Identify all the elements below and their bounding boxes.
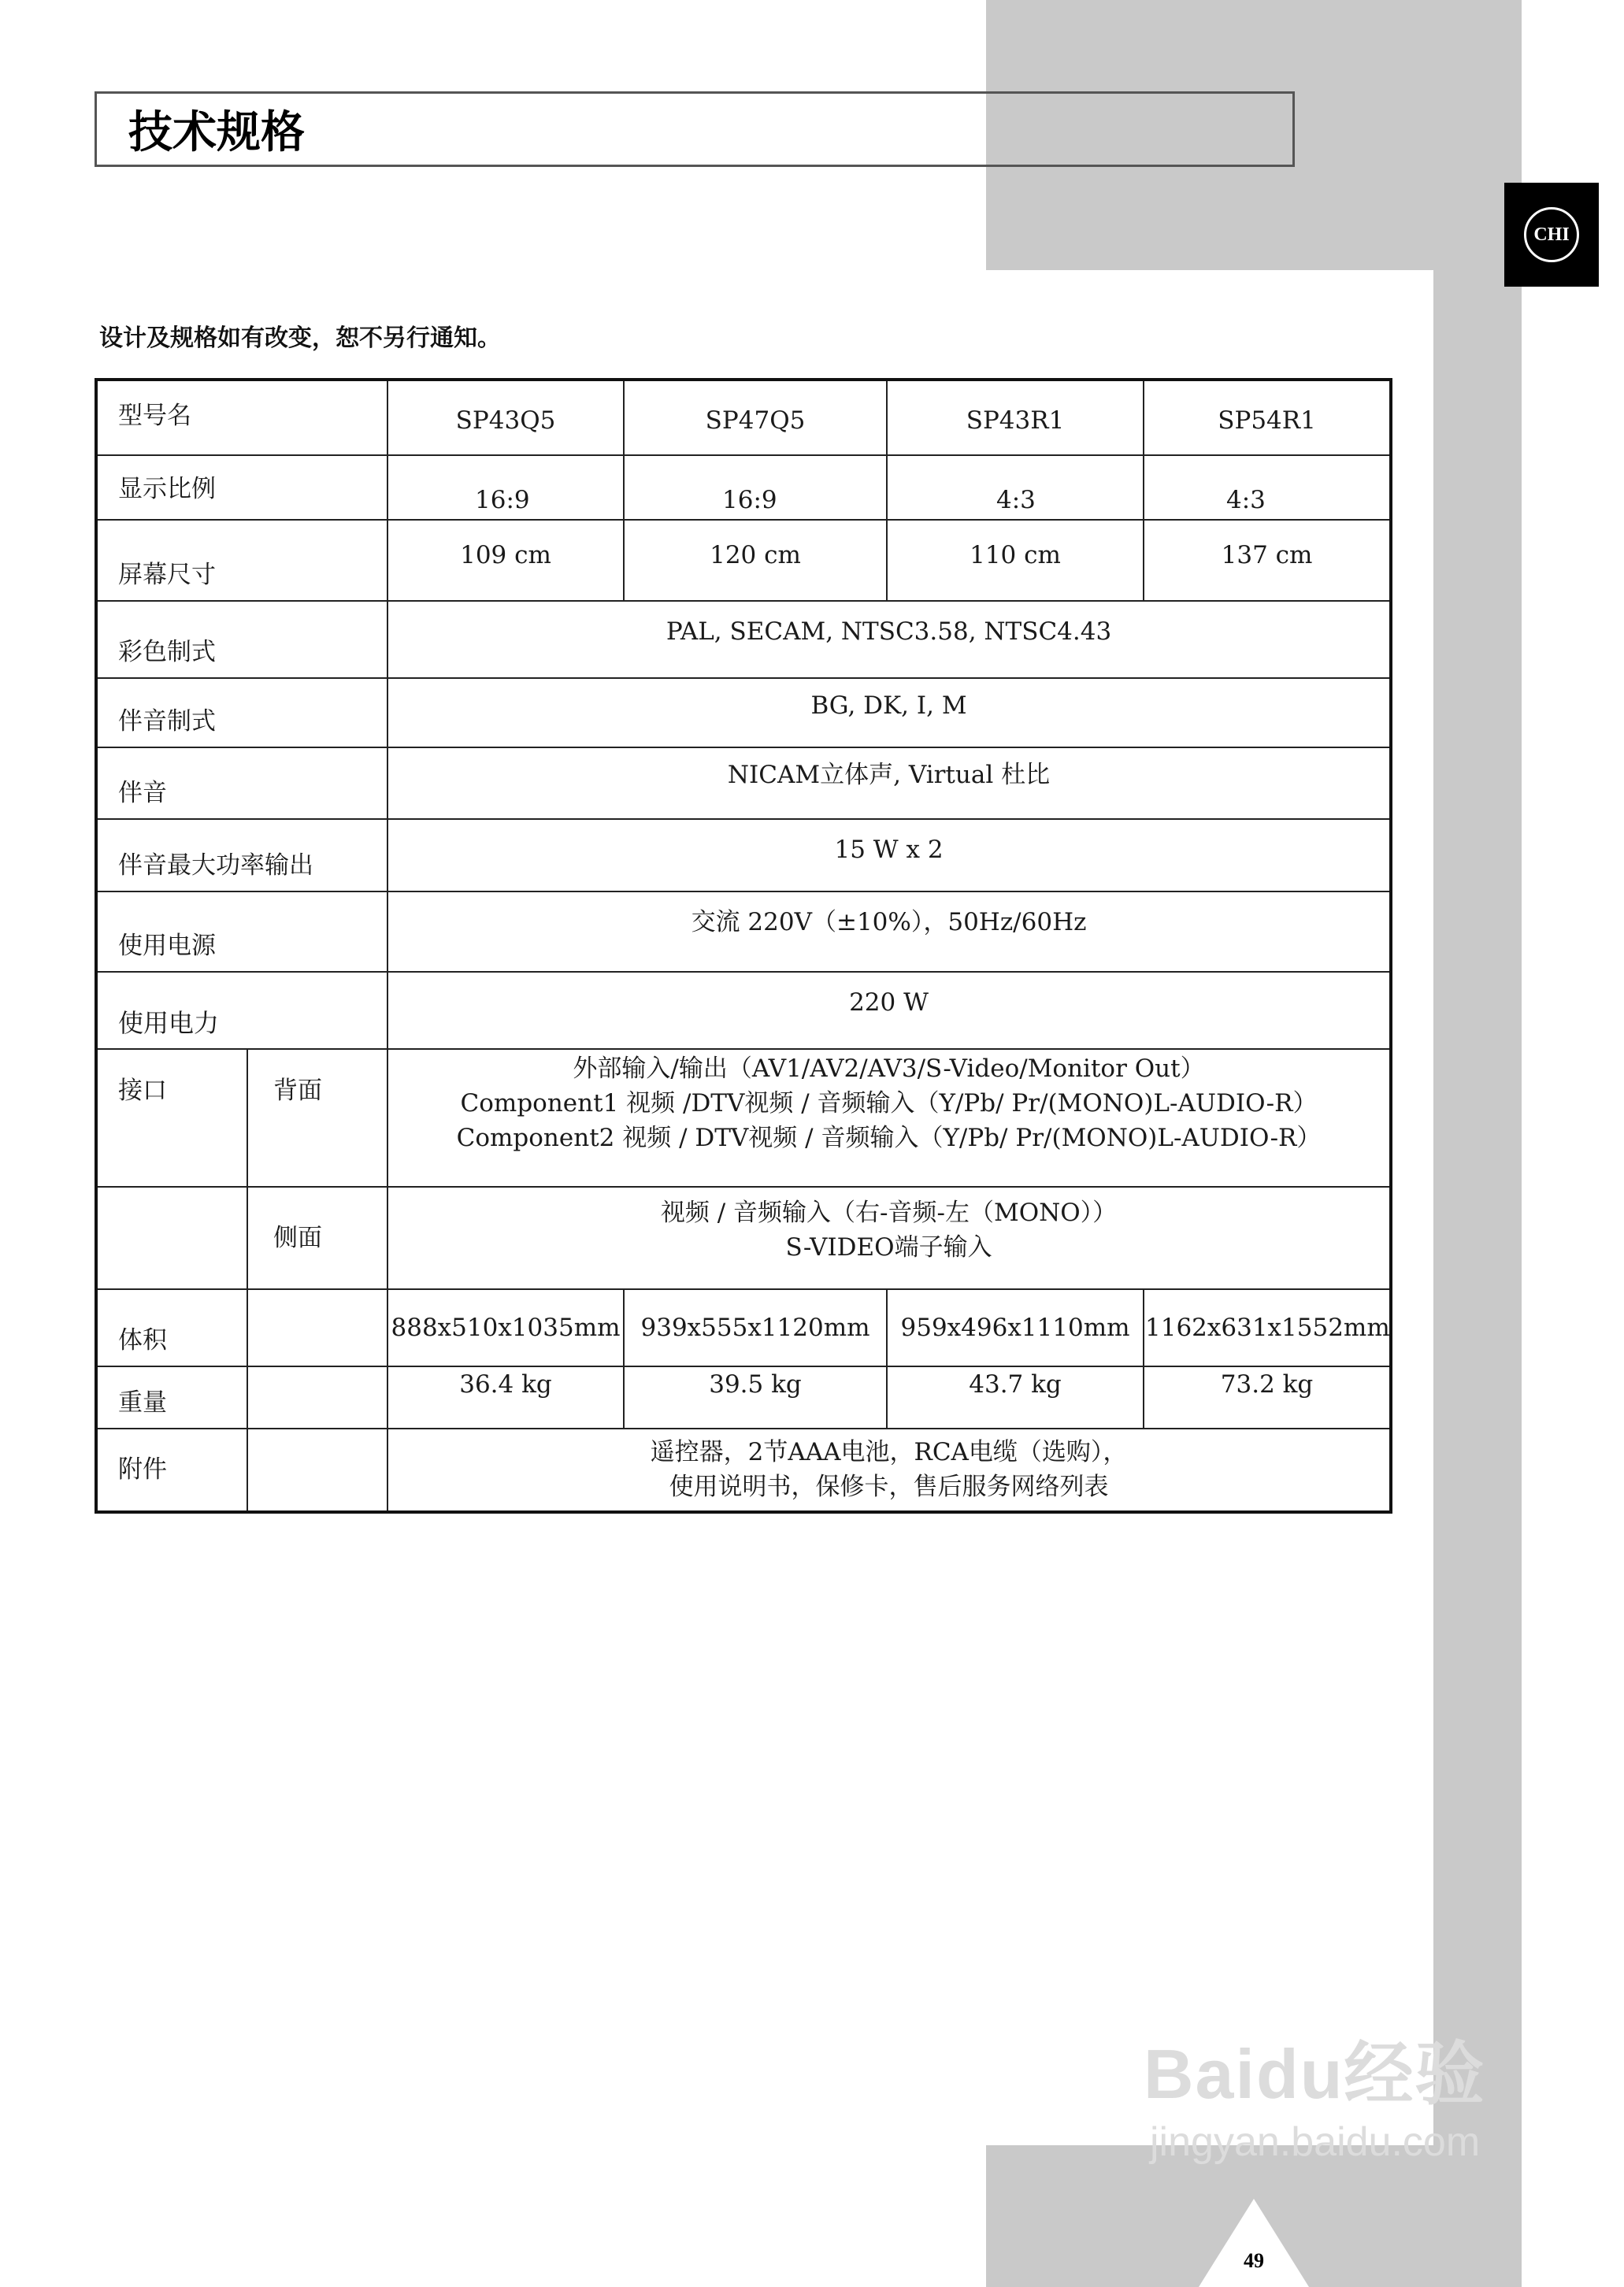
row-label-dimensions: 体积: [96, 1289, 247, 1366]
cell-accessories: [387, 1429, 1391, 1512]
table-row-interface-rear: [96, 1049, 1391, 1186]
row-label-model: 型号名: [96, 380, 387, 455]
cell-aspect-4: 4:3: [1144, 455, 1391, 520]
cell-weight-1: 36.4 kg: [387, 1366, 624, 1428]
interface-side-line-1: 视频 / 音频输入（右-音频-左（MONO））: [660, 1198, 1118, 1227]
interface-rear-label: 背面: [247, 1049, 387, 1186]
page-number-triangle: [1199, 2199, 1309, 2287]
row-label-accessories: 附件: [96, 1429, 247, 1512]
cell-model-1: SP43Q5: [387, 380, 624, 455]
cell-model-3: SP43R1: [887, 380, 1144, 455]
interface-side-line-2: S-VIDEO端子输入: [785, 1232, 992, 1262]
interface-rear-line-1: 外部输入/输出（AV1/AV2/AV3/S-Video/Monitor Out）: [573, 1055, 1205, 1084]
cell-weight-4: 73.2 kg: [1144, 1366, 1391, 1428]
watermark-url: jingyan.baidu.com: [1150, 2119, 1481, 2165]
table-row-weight: [96, 1366, 1391, 1428]
row-label-sound-system: 伴音制式: [96, 678, 387, 747]
accessories-line-1: 遥控器，2节AAA电池，RCA电缆（选购），: [650, 1438, 1128, 1467]
interface-rear-line-2: Component1 视频 /DTV视频 / 音频输入（Y/Pb/ Pr/(MONO)L-AUDIO-R）: [460, 1089, 1318, 1118]
table-row-sound: [96, 747, 1391, 818]
row-label-max-output: 伴音最大功率输出: [96, 819, 387, 891]
interface-side-empty: [96, 1187, 247, 1289]
cell-dimensions-4: 1162x631x1552mm: [1144, 1289, 1391, 1366]
interface-side-label: 侧面: [247, 1187, 387, 1289]
baidu-watermark: [1144, 2035, 1486, 2166]
table-row-interface-side: [96, 1187, 1391, 1289]
page-number: 49: [1244, 2249, 1264, 2272]
row-label-power-consumption: 使用电力: [96, 972, 387, 1049]
cell-screen-2: 120 cm: [624, 520, 887, 600]
dimensions-empty: [247, 1289, 387, 1366]
cell-dimensions-1: 888x510x1035mm: [387, 1289, 624, 1366]
row-label-power-source: 使用电源: [96, 891, 387, 972]
cell-color-system: PAL, SECAM, NTSC3.58, NTSC4.43: [387, 601, 1391, 678]
language-tab: [1504, 183, 1599, 287]
language-tab-label: CHI: [1524, 207, 1579, 262]
cell-aspect-1: 16:9: [387, 455, 624, 520]
accessories-line-2: 使用说明书，保修卡，售后服务网络列表: [669, 1473, 1109, 1502]
table-row-power-source: [96, 891, 1391, 972]
cell-sound: NICAM立体声, Virtual 杜比: [387, 747, 1391, 818]
cell-screen-1: 109 cm: [387, 520, 624, 600]
cell-weight-2: 39.5 kg: [624, 1366, 887, 1428]
interface-side-values: [387, 1187, 1391, 1289]
table-row-dimensions: [96, 1289, 1391, 1366]
cell-sound-system: BG, DK, I, M: [387, 678, 1391, 747]
page-title: 技术规格: [95, 91, 1295, 167]
cell-max-output: 15 W x 2: [387, 819, 1391, 891]
row-label-screen: 屏幕尺寸: [96, 520, 387, 600]
table-row-power-consumption: [96, 972, 1391, 1049]
row-label-weight: 重量: [96, 1366, 247, 1428]
row-label-interface: 接口: [96, 1049, 247, 1186]
cell-aspect-3: 4:3: [887, 455, 1144, 520]
table-row-aspect: [96, 455, 1391, 520]
row-label-sound: 伴音: [96, 747, 387, 818]
cell-dimensions-2: 939x555x1120mm: [624, 1289, 887, 1366]
row-label-color-system: 彩色制式: [96, 601, 387, 678]
table-row-sound-system: [96, 678, 1391, 747]
cell-model-2: SP47Q5: [624, 380, 887, 455]
table-row-model: [96, 380, 1391, 455]
accessories-empty: [247, 1429, 387, 1512]
gray-margin-strip: [1433, 0, 1522, 2287]
interface-rear-values: [387, 1049, 1391, 1186]
cell-aspect-2: 16:9: [624, 455, 887, 520]
cell-dimensions-3: 959x496x1110mm: [887, 1289, 1144, 1366]
weight-empty: [247, 1366, 387, 1428]
table-row-max-output: [96, 819, 1391, 891]
cell-weight-3: 43.7 kg: [887, 1366, 1144, 1428]
cell-screen-3: 110 cm: [887, 520, 1144, 600]
table-row-color-system: [96, 601, 1391, 678]
cell-model-4: SP54R1: [1144, 380, 1391, 455]
cell-power-source: 交流 220V（±10%），50Hz/60Hz: [387, 891, 1391, 972]
table-row-accessories: [96, 1429, 1391, 1512]
change-notice: 设计及规格如有改变，恕不另行通知。: [99, 324, 501, 352]
watermark-logo-text: Baidu经验: [1144, 2035, 1486, 2113]
interface-rear-line-3: Component2 视频 / DTV视频 / 音频输入（Y/Pb/ Pr/(MONO)L-AUDIO-R）: [456, 1124, 1322, 1153]
cell-screen-4: 137 cm: [1144, 520, 1391, 600]
row-label-aspect: 显示比例: [96, 455, 387, 520]
table-row-screen: [96, 520, 1391, 600]
cell-power-consumption: 220 W: [387, 972, 1391, 1049]
spec-table: [95, 378, 1392, 1514]
